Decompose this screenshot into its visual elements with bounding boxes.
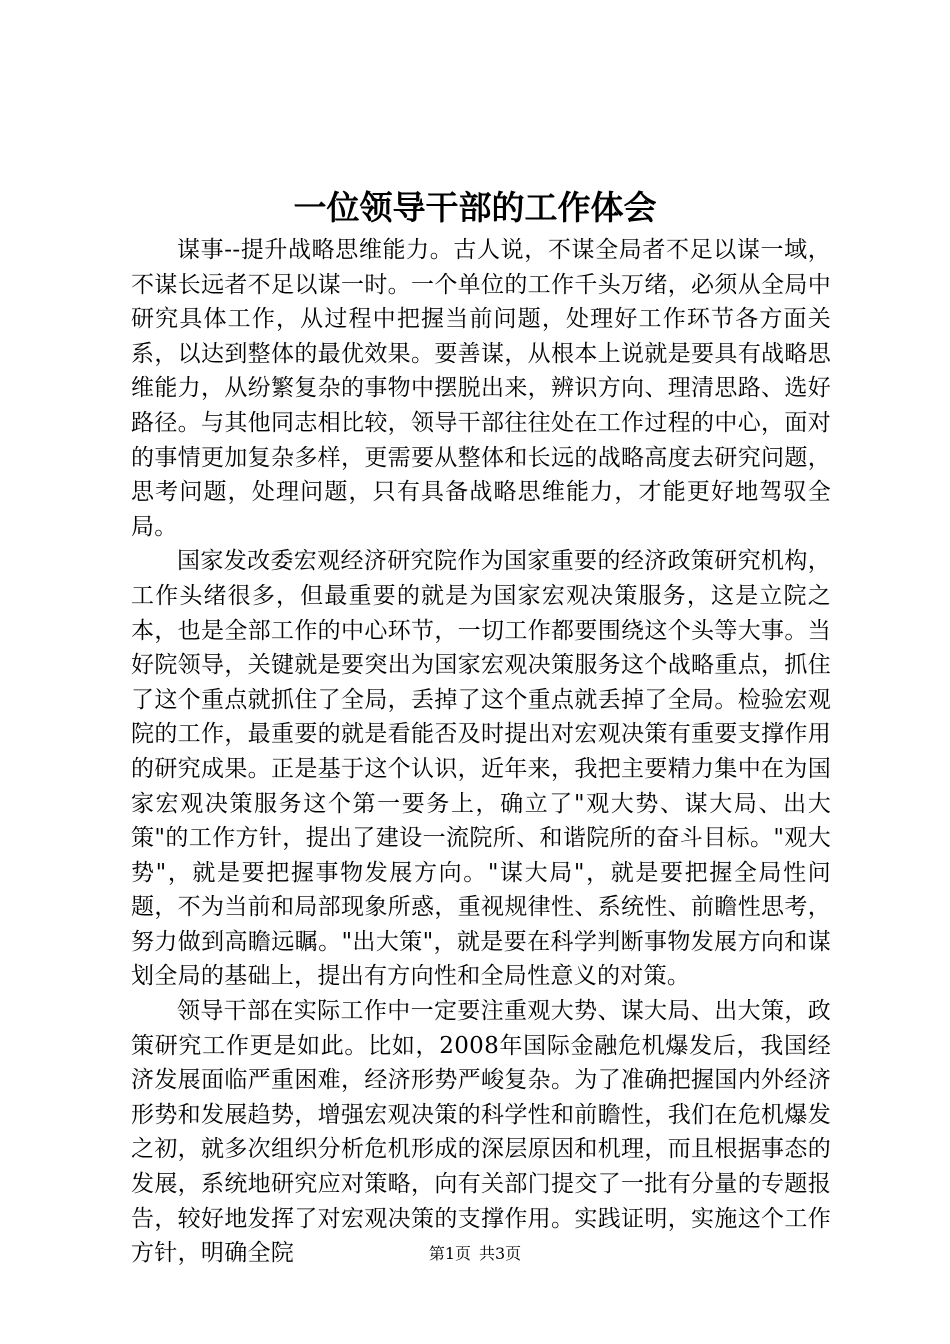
page-number: 第1页 bbox=[428, 1244, 471, 1263]
page-total: 共3页 bbox=[479, 1244, 522, 1263]
document-title: 一位领导干部的工作体会 bbox=[293, 188, 657, 227]
document-body bbox=[131, 233, 831, 1271]
page-footer bbox=[0, 1242, 950, 1266]
paragraph-3: 领导干部在实际工作中一定要注重观大势、谋大局、出大策，政策研究工作更是如此。比如，2008年国际金融危机爆发后，我国经济发展面临严重困难，经济形势严峻复杂。为了准确把握国内外经济形势和发展趋势，增强宏观决策的科学性和前瞻性，我们在危机爆发之初，就多次组织分析危机形成的深层原因和机理，而且根据事态的发展，系统地研究应对策略，向有关部门提交了一批有分量的专题报告，较好地发挥了对宏观决策的支撑作用。实践证明，实施这个工作方针，明确全院 bbox=[131, 998, 831, 1267]
paragraph-1: 谋事--提升战略思维能力。古人说，不谋全局者不足以谋一域，不谋长远者不足以谋一时。一个单位的工作千头万绪，必须从全局中研究具体工作，从过程中把握当前问题，处理好工作环节各方面关系，以达到整体的最优效果。要善谋，从根本上说就是要具有战略思维能力，从纷繁复杂的事物中摆脱出来，辨识方向、理清思路、选好路径。与其他同志相比较，领导干部往往处在工作过程的中心，面对的事情更加复杂多样，更需要从整体和长远的战略高度去研究问题，思考问题，处理问题，只有具备战略思维能力，才能更好地驾驭全局。 bbox=[131, 237, 831, 540]
paragraph-2: 国家发改委宏观经济研究院作为国家重要的经济政策研究机构，工作头绪很多，但最重要的就是为国家宏观决策服务，这是立院之本，也是全部工作的中心环节，一切工作都要围绕这个头等大事。当好院领导，关键就是要突出为国家宏观决策服务这个战略重点，抓住了这个重点就抓住了全局，丢掉了这个重点就丢掉了全局。检验宏观院的工作，最重要的就是看能否及时提出对宏观决策有重要支撑作用的研究成果。正是基于这个认识，近年来，我把主要精力集中在为国家宏观决策服务这个第一要务上，确立了"观大势、谋大局、出大策"的工作方针，提出了建设一流院所、和谐院所的奋斗目标。"观大势"，就是要把握事物发展方向。"谋大局"，就是要把握全局性问题，不为当前和局部现象所惑，重视规律性、系统性、前瞻性思考，努力做到高瞻远瞩。"出大策"，就是要在科学判断事物发展方向和谋划全局的基础上，提出有方向性和全局性意义的对策。 bbox=[131, 548, 831, 990]
